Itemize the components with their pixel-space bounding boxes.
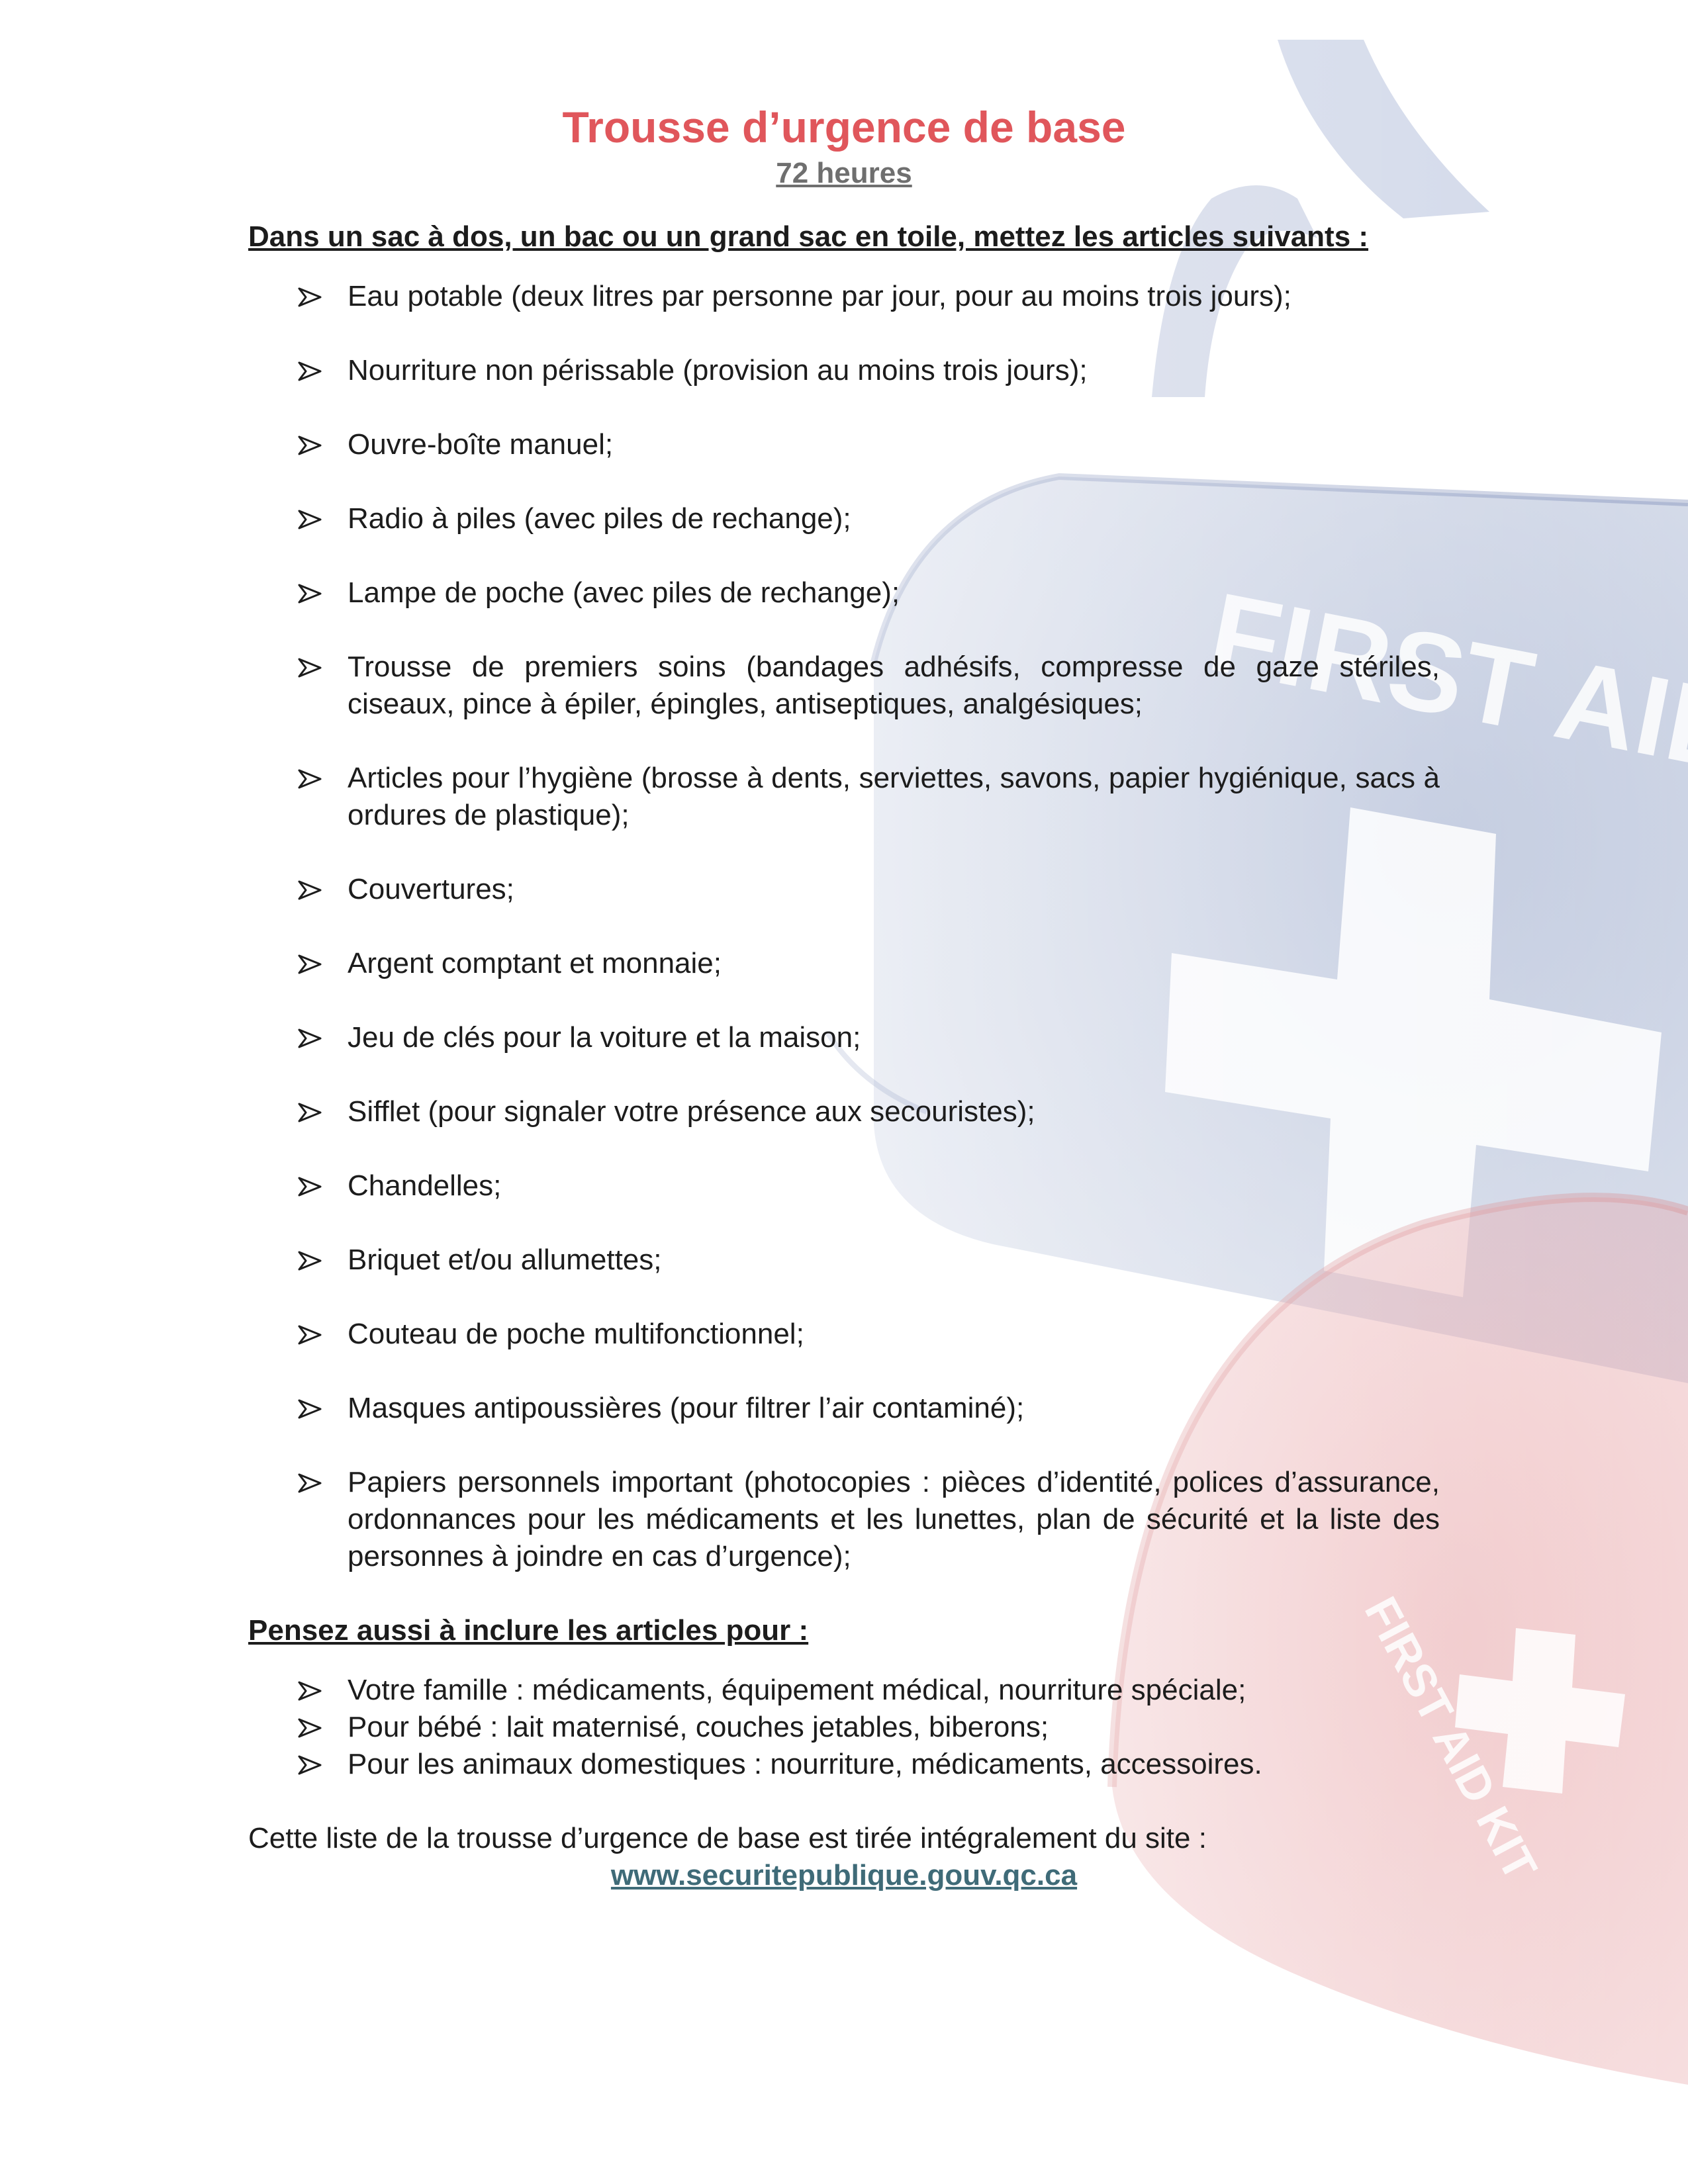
arrow-bullet-icon [298, 510, 322, 529]
list-item: Argent comptant et monnaie; [298, 945, 1440, 982]
arrow-bullet-icon [298, 1028, 322, 1048]
arrow-bullet-icon [298, 880, 322, 900]
list-item: Votre famille : médicaments, équipement médical, nourriture spéciale; [298, 1672, 1440, 1709]
arrow-bullet-icon [298, 1473, 322, 1493]
arrow-bullet-icon [298, 954, 322, 974]
arrow-bullet-icon [298, 1177, 322, 1197]
extra-heading: Pensez aussi à inclure les articles pour : [248, 1614, 809, 1647]
source-note: Cette liste de la trousse d’urgence de base est tirée intégralement du site : [248, 1822, 1207, 1854]
arrow-bullet-icon [298, 361, 322, 381]
list-item: Couteau de poche multifonctionnel; [298, 1316, 1440, 1353]
arrow-bullet-icon [298, 1681, 322, 1701]
arrow-bullet-icon [298, 584, 322, 604]
list-item: Eau potable (deux litres par personne par jour, pour au moins trois jours); [298, 278, 1440, 315]
arrow-bullet-icon [298, 1325, 322, 1345]
document-body [248, 99, 1440, 1894]
list-item: Pour les animaux domestiques : nourriture, médicaments, accessoires. [298, 1746, 1440, 1783]
supplies-list [248, 278, 1440, 1575]
list-item: Briquet et/ou allumettes; [298, 1242, 1440, 1279]
arrow-bullet-icon [298, 1103, 322, 1122]
arrow-bullet-icon [298, 1718, 322, 1738]
list-item: Masques antipoussières (pour filtrer l’air contaminé); [298, 1390, 1440, 1427]
list-item: Couvertures; [298, 871, 1440, 908]
arrow-bullet-icon [298, 1399, 322, 1419]
arrow-bullet-icon [298, 1251, 322, 1271]
intro-heading: Dans un sac à dos, un bac ou un grand sac en toile, mettez les articles suivants : [248, 220, 1369, 253]
list-item: Pour bébé : lait maternisé, couches jetables, biberons; [298, 1709, 1440, 1746]
arrow-bullet-icon [298, 287, 322, 307]
page-title: Trousse d’urgence de base [562, 103, 1126, 152]
arrow-bullet-icon [298, 769, 322, 789]
arrow-bullet-icon [298, 658, 322, 678]
list-item: Articles pour l’hygiène (brosse à dents, serviettes, savons, papier hygiénique, sacs à ordures de plastique); [298, 760, 1440, 834]
page-subtitle: 72 heures [776, 157, 912, 189]
list-item: Jeu de clés pour la voiture et la maison; [298, 1019, 1440, 1056]
list-item: Papiers personnels important (photocopies : pièces d’identité, polices d’assurance, ordonnances pour les médicaments et les lunettes, plan de sécurité et la liste des personnes à joindre en cas d’urgence); [298, 1464, 1440, 1575]
source-link[interactable]: www.securitepublique.gouv.qc.ca [610, 1859, 1078, 1891]
arrow-bullet-icon [298, 435, 322, 455]
list-item: Nourriture non périssable (provision au moins trois jours); [298, 352, 1440, 389]
extra-supplies-list [248, 1672, 1440, 1783]
list-item: Lampe de poche (avec piles de rechange); [298, 574, 1440, 612]
list-item: Chandelles; [298, 1167, 1440, 1205]
list-item: Trousse de premiers soins (bandages adhésifs, compresse de gaze stériles, ciseaux, pince à épiler, épingles, antiseptiques, analgésiques; [298, 649, 1440, 723]
list-item: Radio à piles (avec piles de rechange); [298, 500, 1440, 537]
list-item: Sifflet (pour signaler votre présence aux secouristes); [298, 1093, 1440, 1130]
list-item: Ouvre-boîte manuel; [298, 426, 1440, 463]
arrow-bullet-icon [298, 1755, 322, 1775]
